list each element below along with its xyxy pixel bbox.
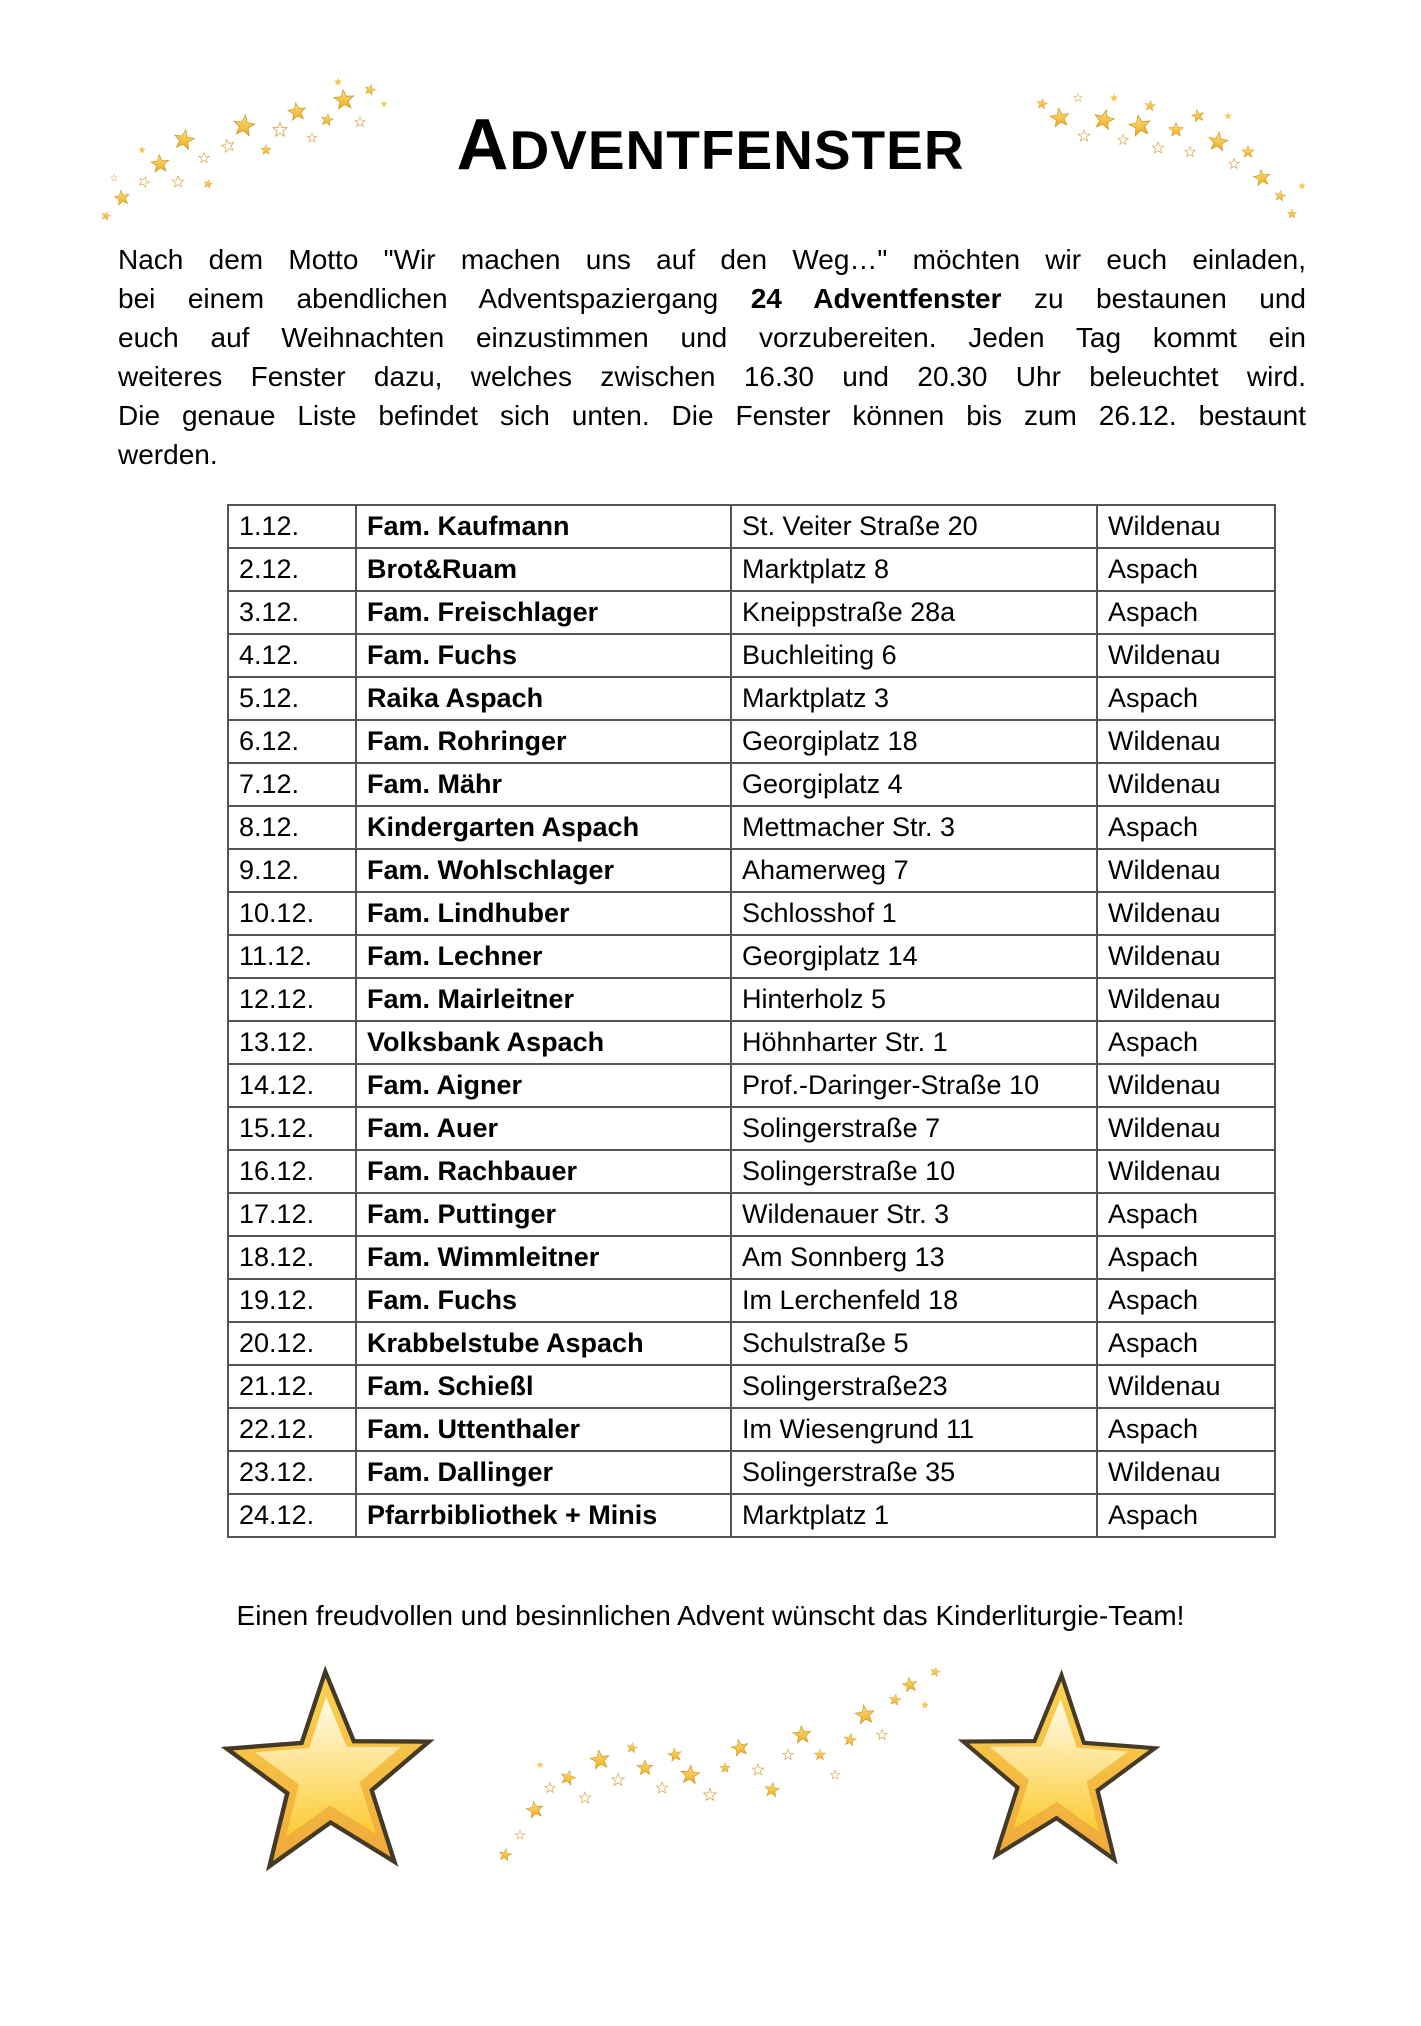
cell-name: Fam. Mähr — [356, 763, 731, 806]
cell-town: Wildenau — [1097, 849, 1275, 892]
cell-address: Solingerstraße23 — [731, 1365, 1097, 1408]
cell-date: 9.12. — [228, 849, 356, 892]
cell-name: Fam. Mairleitner — [356, 978, 731, 1021]
cell-address: Marktplatz 8 — [731, 548, 1097, 591]
intro-line: Nach dem Motto "Wir machen uns auf den Weg…" möchten wir euch einladen, — [118, 244, 1306, 275]
cell-address: Georgiplatz 14 — [731, 935, 1097, 978]
cell-name: Fam. Freischlager — [356, 591, 731, 634]
cell-name: Brot&Ruam — [356, 548, 731, 591]
cell-address: Mettmacher Str. 3 — [731, 806, 1097, 849]
table-row — [228, 720, 1275, 763]
intro-paragraph — [118, 240, 1306, 474]
table-row — [228, 806, 1275, 849]
cell-date: 7.12. — [228, 763, 356, 806]
table-row — [228, 1236, 1275, 1279]
cell-town: Aspach — [1097, 1193, 1275, 1236]
table-row — [228, 935, 1275, 978]
cell-date: 17.12. — [228, 1193, 356, 1236]
cell-name: Krabbelstube Aspach — [356, 1322, 731, 1365]
intro-text: zu bestaunen und — [1001, 283, 1306, 314]
cell-name: Fam. Schießl — [356, 1365, 731, 1408]
cell-date: 15.12. — [228, 1107, 356, 1150]
big-star-icon — [944, 1662, 1172, 1890]
cell-town: Aspach — [1097, 548, 1275, 591]
cell-name: Fam. Lindhuber — [356, 892, 731, 935]
table-row — [228, 1494, 1275, 1537]
cell-name: Fam. Aigner — [356, 1064, 731, 1107]
cell-town: Aspach — [1097, 1494, 1275, 1537]
cell-name: Fam. Rachbauer — [356, 1150, 731, 1193]
cell-address: Am Sonnberg 13 — [731, 1236, 1097, 1279]
cell-address: Schlosshof 1 — [731, 892, 1097, 935]
cell-address: Solingerstraße 10 — [731, 1150, 1097, 1193]
cell-date: 24.12. — [228, 1494, 356, 1537]
cell-date: 22.12. — [228, 1408, 356, 1451]
cell-name: Volksbank Aspach — [356, 1021, 731, 1064]
cell-address: Marktplatz 3 — [731, 677, 1097, 720]
cell-town: Aspach — [1097, 1236, 1275, 1279]
cell-name: Fam. Rohringer — [356, 720, 731, 763]
cell-name: Raika Aspach — [356, 677, 731, 720]
intro-line — [118, 279, 1306, 318]
cell-address: Solingerstraße 7 — [731, 1107, 1097, 1150]
big-star-icon — [209, 1658, 449, 1898]
cell-address: Schulstraße 5 — [731, 1322, 1097, 1365]
table-row — [228, 849, 1275, 892]
cell-date: 13.12. — [228, 1021, 356, 1064]
cell-town: Wildenau — [1097, 763, 1275, 806]
cell-town: Wildenau — [1097, 978, 1275, 1021]
cell-date: 14.12. — [228, 1064, 356, 1107]
cell-name: Fam. Fuchs — [356, 634, 731, 677]
cell-date: 6.12. — [228, 720, 356, 763]
cell-town: Wildenau — [1097, 935, 1275, 978]
table-row — [228, 1365, 1275, 1408]
cell-town: Wildenau — [1097, 1365, 1275, 1408]
cell-town: Wildenau — [1097, 1451, 1275, 1494]
cell-name: Fam. Lechner — [356, 935, 731, 978]
cell-town: Aspach — [1097, 1322, 1275, 1365]
table-row — [228, 763, 1275, 806]
intro-line: weiteres Fenster dazu, welches zwischen 16.30 und 20.30 Uhr beleuchtet wird. — [118, 361, 1306, 392]
cell-date: 3.12. — [228, 591, 356, 634]
cell-date: 8.12. — [228, 806, 356, 849]
cell-date: 11.12. — [228, 935, 356, 978]
cell-name: Fam. Kaufmann — [356, 505, 731, 548]
cell-town: Wildenau — [1097, 505, 1275, 548]
cell-date: 10.12. — [228, 892, 356, 935]
cell-address: Georgiplatz 18 — [731, 720, 1097, 763]
star-swirl-icon — [490, 1660, 960, 1885]
cell-address: Im Wiesengrund 11 — [731, 1408, 1097, 1451]
table-row — [228, 978, 1275, 1021]
cell-town: Wildenau — [1097, 892, 1275, 935]
table-row — [228, 677, 1275, 720]
cell-date: 21.12. — [228, 1365, 356, 1408]
cell-name: Fam. Uttenthaler — [356, 1408, 731, 1451]
cell-address: Georgiplatz 4 — [731, 763, 1097, 806]
table-row — [228, 1408, 1275, 1451]
table-row — [228, 892, 1275, 935]
intro-bold-text: 24 Adventfenster — [750, 283, 1002, 314]
cell-date: 16.12. — [228, 1150, 356, 1193]
cell-name: Kindergarten Aspach — [356, 806, 731, 849]
cell-town: Aspach — [1097, 1279, 1275, 1322]
cell-address: Ahamerweg 7 — [731, 849, 1097, 892]
table-row — [228, 1021, 1275, 1064]
cell-town: Aspach — [1097, 1408, 1275, 1451]
table-row — [228, 548, 1275, 591]
cell-name: Fam. Puttinger — [356, 1193, 731, 1236]
table-row — [228, 1107, 1275, 1150]
table-row — [228, 1322, 1275, 1365]
cell-town: Aspach — [1097, 1021, 1275, 1064]
cell-town: Wildenau — [1097, 1150, 1275, 1193]
cell-address: Solingerstraße 35 — [731, 1451, 1097, 1494]
cell-name: Fam. Fuchs — [356, 1279, 731, 1322]
intro-line: Die genaue Liste befindet sich unten. Die Fenster können bis zum 26.12. bestaunt — [118, 400, 1306, 431]
cell-date: 1.12. — [228, 505, 356, 548]
cell-town: Wildenau — [1097, 1107, 1275, 1150]
table-row — [228, 1064, 1275, 1107]
cell-address: Hinterholz 5 — [731, 978, 1097, 1021]
page-title — [0, 105, 1421, 185]
cell-address: St. Veiter Straße 20 — [731, 505, 1097, 548]
cell-date: 4.12. — [228, 634, 356, 677]
cell-address: Kneippstraße 28a — [731, 591, 1097, 634]
cell-date: 19.12. — [228, 1279, 356, 1322]
advent-table-body — [228, 505, 1275, 1537]
cell-town: Wildenau — [1097, 720, 1275, 763]
table-row — [228, 634, 1275, 677]
cell-name: Pfarrbibliothek + Minis — [356, 1494, 731, 1537]
cell-name: Fam. Auer — [356, 1107, 731, 1150]
table-row — [228, 591, 1275, 634]
cell-address: Marktplatz 1 — [731, 1494, 1097, 1537]
cell-town: Aspach — [1097, 591, 1275, 634]
page-title-initial: A — [456, 105, 510, 186]
table-row — [228, 1193, 1275, 1236]
table-row — [228, 505, 1275, 548]
cell-date: 23.12. — [228, 1451, 356, 1494]
cell-address: Buchleiting 6 — [731, 634, 1097, 677]
intro-line: euch auf Weihnachten einzustimmen und vorzubereiten. Jeden Tag kommt ein — [118, 322, 1306, 353]
table-row — [228, 1279, 1275, 1322]
cell-town: Wildenau — [1097, 1064, 1275, 1107]
cell-address: Höhnharter Str. 1 — [731, 1021, 1097, 1064]
cell-address: Wildenauer Str. 3 — [731, 1193, 1097, 1236]
cell-address: Prof.-Daringer-Straße 10 — [731, 1064, 1097, 1107]
cell-name: Fam. Wimmleitner — [356, 1236, 731, 1279]
cell-name: Fam. Dallinger — [356, 1451, 731, 1494]
cell-town: Aspach — [1097, 806, 1275, 849]
closing-line: Einen freudvollen und besinnlichen Advent wünscht das Kinderliturgie-Team! — [236, 1600, 1185, 1631]
page-title-rest: DVENTFENSTER — [509, 119, 965, 182]
cell-town: Aspach — [1097, 677, 1275, 720]
cell-town: Wildenau — [1097, 634, 1275, 677]
intro-text: bei einem abendlichen Adventspaziergang — [118, 283, 751, 314]
table-row — [228, 1451, 1275, 1494]
cell-date: 18.12. — [228, 1236, 356, 1279]
cell-date: 12.12. — [228, 978, 356, 1021]
cell-address: Im Lerchenfeld 18 — [731, 1279, 1097, 1322]
cell-date: 2.12. — [228, 548, 356, 591]
advent-windows-table — [227, 504, 1276, 1538]
cell-date: 5.12. — [228, 677, 356, 720]
intro-line: werden. — [118, 439, 218, 470]
cell-date: 20.12. — [228, 1322, 356, 1365]
cell-name: Fam. Wohlschlager — [356, 849, 731, 892]
table-row — [228, 1150, 1275, 1193]
